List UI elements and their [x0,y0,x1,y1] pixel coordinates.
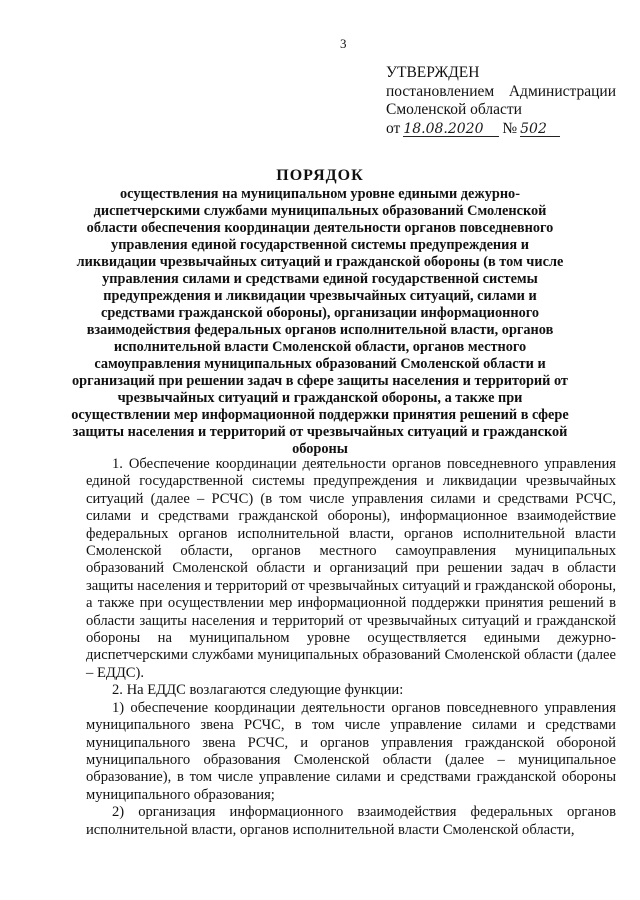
approval-line1-right: Администрации [508,82,616,100]
handwritten-number: 502 [520,122,560,137]
document-title: ПОРЯДОК [276,167,364,184]
handwritten-date: 18.08.2020 [403,122,499,137]
paragraph-1: 1. Обеспечение координации деятельности органов повседневного управления единой государственной системы предупреждения и ликвидации чрезвычайных ситуаций (далее – РСЧС) (в том числе управления силами и средствами РСЧС, силами и средствами гражданской обороны), информационное взаимодействие федеральных органов исполнительной власти, органов исполнительной власти Смоленской области, органов местного самоуправления муниципальных образований Смоленской области и организаций при решении задач в области защиты населения и территорий от чрезвычайных ситуаций и гражданской обороны, а также при осуществлении мер информационной поддержки принятия решений в области защиты населения и территорий от чрезвычайных ситуаций и гражданской обороны на муниципальном уровне осуществляется едиными дежурно-диспетчерскими службами муниципальных образований Смоленской области (далее – ЕДДС). [86,456,616,681]
document-body [86,456,616,839]
paragraph-4: 2) организация информационного взаимодействия федеральных органов исполнительной власти, органов исполнительной власти Смоленской области, [86,804,616,838]
date-prefix: от [386,119,401,137]
page-number: 3 [340,36,347,51]
approval-heading: УТВЕРЖДЕН [386,64,480,81]
approval-line1-left: постановлением [386,82,495,100]
approval-date-number-line [386,120,616,139]
paragraph-3: 1) обеспечение координации деятельности органов повседневного управления муниципального звена РСЧС, в том числе управление силами и средствами муниципального звена РСЧС, и органов управления гражданской обороной муниципального образования Смоленской области (далее – муниципальное образование), в том числе управление силами и средствами гражданской обороны муниципального образования; [86,699,616,803]
approval-line1 [386,83,616,102]
document-subtitle: осуществления на муниципальном уровне едиными дежурно-диспетчерскими службами муниципальных образований Смоленской области обеспечения координации деятельности органов повседневного управления единой государственной системы предупреждения и ликвидации чрезвычайных ситуаций и гражданской обороны (в том числе управления силами и средствами единой государственной системы предупреждения и ликвидации чрезвычайных ситуаций, силами и средствами гражданской обороны), организации информационного взаимодействия федеральных органов исполнительной власти, органов исполнительной власти Смоленской области, органов местного самоуправления муниципальных образований Смоленской области и организаций при решении задач в сфере защиты населения и территорий от чрезвычайных ситуаций и гражданской обороны, а также при осуществлении мер информационной поддержки принятия решений в сфере защиты населения и территорий от чрезвычайных ситуаций и гражданской обороны [71,186,569,457]
paragraph-2: 2. На ЕДДС возлагаются следующие функции: [112,682,404,699]
document-title-block [70,166,570,458]
number-prefix: № [502,119,518,137]
approval-stamp-block [386,64,616,138]
approval-line2: Смоленской области [386,101,522,118]
